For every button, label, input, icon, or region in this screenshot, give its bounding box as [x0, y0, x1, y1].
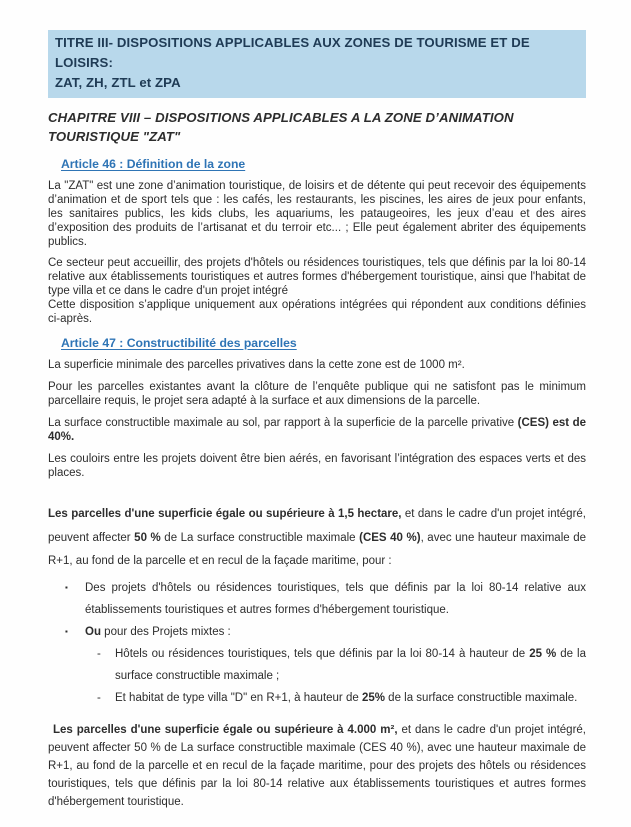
text-run: Et habitat de type villa "D" en R+1, à hauteur de [115, 691, 362, 704]
title-line-2: ZAT, ZH, ZTL et ZPA [55, 75, 181, 90]
text-run: Pour les parcelles existantes avant la clôture de l’enquête publique qui ne satisfont pas le minimum parcellaire requis, le projet sera adapté à la surface et aux dimensions de la parcelle. [48, 381, 586, 407]
chapter-line-1: CHAPITRE VIII – DISPOSITIONS APPLICABLES A LA ZONE D’ANIMATION [48, 110, 514, 125]
bullet-text [85, 621, 586, 643]
text-run: 50 % [134, 531, 161, 544]
article-46-heading: Article 46 : Définition de la zone [61, 157, 246, 171]
square-bullet-icon: ▪ [65, 626, 68, 636]
dash-bullet-icon: - [97, 647, 101, 660]
chapter-line-2: TOURISTIQUE "ZAT" [48, 128, 181, 144]
text-run: La "ZAT" est une zone d’animation touristique, de loisirs et de détente qui peut recevoir des équipements d’animation et de sport tels que : les cafés, les restaurants, les piscines, les aires de jeux pour enfants, les sanitaires publics, les kids clubs, les aquariums, les pataugeoires, les jeux d’eau et des aires d’exposition des produits de l’artisanat et du terroir etc... ; Elle peut également abriter des équipements publics. [48, 180, 586, 248]
text-run: 25 % [529, 647, 557, 660]
paragraph-zat-definition [48, 179, 586, 249]
paragraph-secteur [48, 256, 586, 298]
bullet-list [48, 577, 586, 709]
text-run: Les parcelles d'une superficie égale ou supérieure à 4.000 m², [53, 723, 398, 736]
text-run: , avec une hauteur maximale de R+1, au fond de la parcelle et en recul de la façade maritime, pour : [48, 531, 586, 567]
paragraph-15-hectare [48, 503, 586, 574]
article-47-heading: Article 47 : Constructibilité des parcelles [61, 336, 297, 350]
text-run: (CES 40 %) [359, 531, 421, 544]
sub-bullet-text [115, 687, 586, 709]
text-run: La superficie minimale des parcelles privatives dans la cette zone est de 1000 m². [48, 359, 465, 371]
text-run: et dans le cadre d'un projet intégré, peuvent affecter 50 % de La surface constructible maximale (CES 40 %), avec une hauteur maximale de R+1, au fond de la parcelle et en recul de la façade maritime, pour des projets des hôtels ou résidences touristiques, tels que définis par la loi 80-14 relative aux établissements touristiques et autres formes d'hébergement touristique. [48, 723, 586, 808]
text-run: Les couloirs entre les projets doivent être bien aérés, en favorisant l’intégration des espaces verts et des places. [48, 453, 586, 479]
sub-item-villa-25 [48, 687, 586, 709]
text-run: (CES) est de 40%. [48, 417, 586, 443]
text-run: Ce secteur peut accueillir, des projets d'hôtels ou résidences touristiques, tels que définis par la loi 80-14 relative aux établissements touristiques et autres formes d'hébergement touristique, ainsi que l'habitat de type villa et ce dans le cadre d'un projet intégré [48, 257, 586, 297]
paragraph-superficie-minimale [48, 358, 586, 372]
text-run: de La surface constructible maximale [160, 531, 360, 544]
text-run: Cette disposition s’applique uniquement aux opérations intégrées qui répondent aux conditions définies ci-après. [48, 299, 586, 325]
bullet-item-hotels [48, 577, 586, 621]
text-run: La surface constructible maximale au sol, par rapport à la superficie de la parcelle privative [48, 417, 518, 429]
title-line-1: TITRE III- DISPOSITIONS APPLICABLES AUX ZONES DE TOURISME ET DE LOISIRS: [55, 35, 530, 70]
paragraph-ces [48, 416, 586, 444]
text-run: Hôtels ou résidences touristiques, tels que définis par la loi 80-14 à hauteur de [115, 647, 530, 660]
title-bar [48, 30, 586, 98]
square-bullet-icon: ▪ [65, 582, 68, 592]
chapter-heading [48, 109, 586, 146]
text-run: et dans le cadre d'un projet intégré, peuvent affecter [48, 508, 586, 544]
sub-item-hotels-25 [48, 643, 586, 687]
paragraph-disposition [48, 298, 586, 326]
paragraph-parcelles-existantes [48, 380, 586, 408]
bullet-text [85, 577, 586, 621]
paragraph-4000-m2 [48, 721, 586, 811]
text-run: de la surface constructible maximale. [384, 691, 578, 704]
bullet-item-projets-mixtes [48, 621, 586, 643]
text-run: de la surface constructible maximale ; [115, 647, 586, 682]
dash-bullet-icon: - [97, 691, 101, 704]
text-run: Les parcelles d'une superficie égale ou supérieure à 1,5 hectare, [48, 508, 402, 520]
text-run: 25% [361, 691, 385, 704]
text-run: pour des Projets mixtes : [100, 625, 231, 638]
text-run: Des projets d'hôtels ou résidences touristiques, tels que définis par la loi 80-14 relative aux établissements touristiques et autres formes d'hébergement touristique. [85, 581, 586, 616]
sub-bullet-text [115, 643, 586, 687]
text-run: Ou [85, 625, 101, 638]
paragraph-couloirs [48, 452, 586, 480]
